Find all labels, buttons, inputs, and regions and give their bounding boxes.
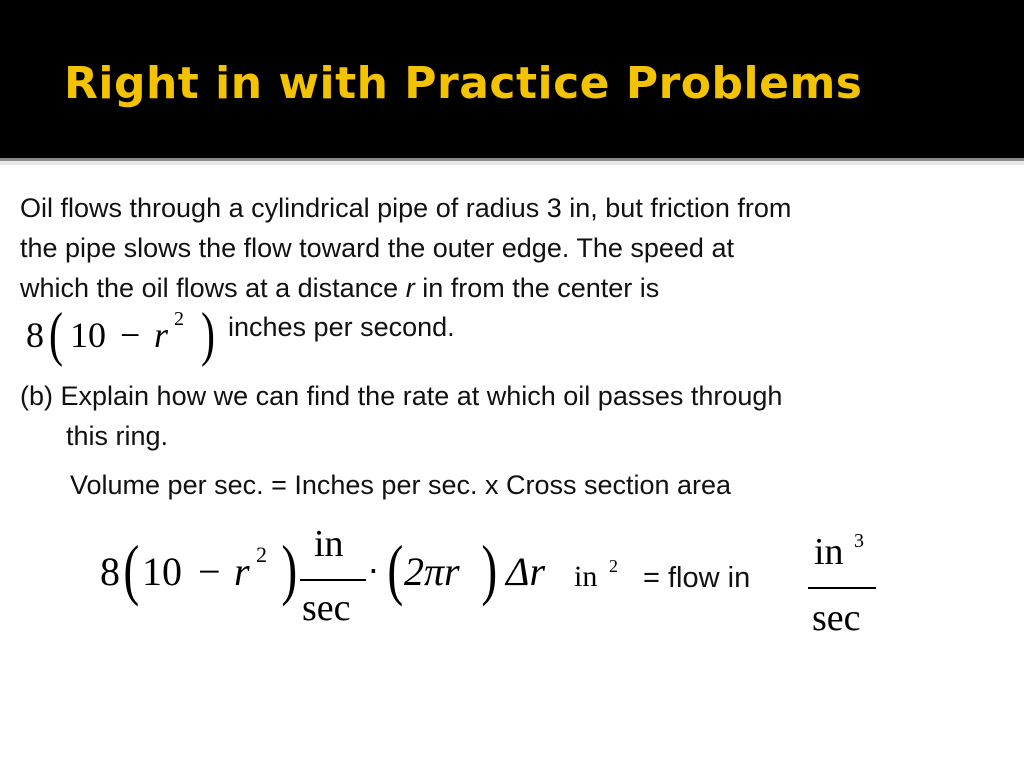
flow-open-paren-2: ( bbox=[387, 531, 404, 607]
equals-flow-in: = flow in bbox=[643, 562, 751, 594]
flow-result-exp: 3 bbox=[854, 530, 864, 552]
flow-close-paren-2: ) bbox=[481, 531, 498, 607]
flow-result-den: sec bbox=[812, 597, 861, 639]
flow-frac-den: sec bbox=[302, 587, 351, 629]
problem-line-3-post: in from the center is bbox=[414, 273, 660, 303]
volume-statement: Volume per sec. = Inches per sec. x Cross section area bbox=[70, 470, 732, 500]
slide-title: Right in with Practice Problems bbox=[64, 58, 863, 109]
flow-result-num: in bbox=[814, 531, 844, 573]
flow-coef: 8 bbox=[100, 549, 120, 594]
speed-coef: 8 bbox=[26, 315, 44, 355]
flow-frac-bar bbox=[300, 579, 366, 581]
speed-open-paren: ( bbox=[48, 301, 63, 367]
part-b-line-2: this ring. bbox=[66, 421, 169, 451]
speed-close-paren: ) bbox=[200, 301, 215, 367]
problem-line-1: Oil flows through a cylindrical pipe of radius 3 in, but friction from bbox=[20, 193, 792, 223]
flow-minus: − bbox=[198, 549, 221, 594]
title-divider-highlight bbox=[0, 161, 1024, 165]
flow-exp: 2 bbox=[256, 542, 267, 567]
speed-ten: 10 bbox=[70, 315, 106, 355]
title-bar bbox=[0, 0, 1024, 158]
speed-var: r bbox=[154, 315, 169, 355]
flow-two-pi-r: 2πr bbox=[404, 549, 460, 594]
flow-area-unit: in bbox=[574, 560, 598, 593]
problem-statement bbox=[20, 188, 1010, 308]
part-b-line-1: (b) Explain how we can find the rate at which oil passes through bbox=[20, 381, 783, 411]
flow-close-paren: ) bbox=[281, 531, 298, 607]
speed-minus: − bbox=[120, 315, 141, 355]
speed-exp: 2 bbox=[174, 308, 184, 330]
flow-area-exp: 2 bbox=[609, 556, 618, 576]
problem-line-3-pre: which the oil flows at a distance bbox=[20, 273, 406, 303]
flow-frac-num: in bbox=[314, 523, 344, 565]
flow-ten: 10 bbox=[142, 549, 182, 594]
flow-var: r bbox=[234, 549, 250, 594]
flow-result-bar bbox=[808, 587, 876, 589]
flow-equation bbox=[0, 520, 1024, 650]
flow-open-paren: ( bbox=[123, 531, 140, 607]
speed-units: inches per second. bbox=[228, 312, 455, 342]
flow-delta-r: Δr bbox=[506, 549, 546, 594]
problem-var-r: r bbox=[405, 273, 415, 303]
problem-line-2: the pipe slows the flow toward the outer edge. The speed at bbox=[20, 233, 734, 263]
part-b-question bbox=[20, 376, 1010, 456]
flow-times: ⋅ bbox=[368, 554, 379, 591]
